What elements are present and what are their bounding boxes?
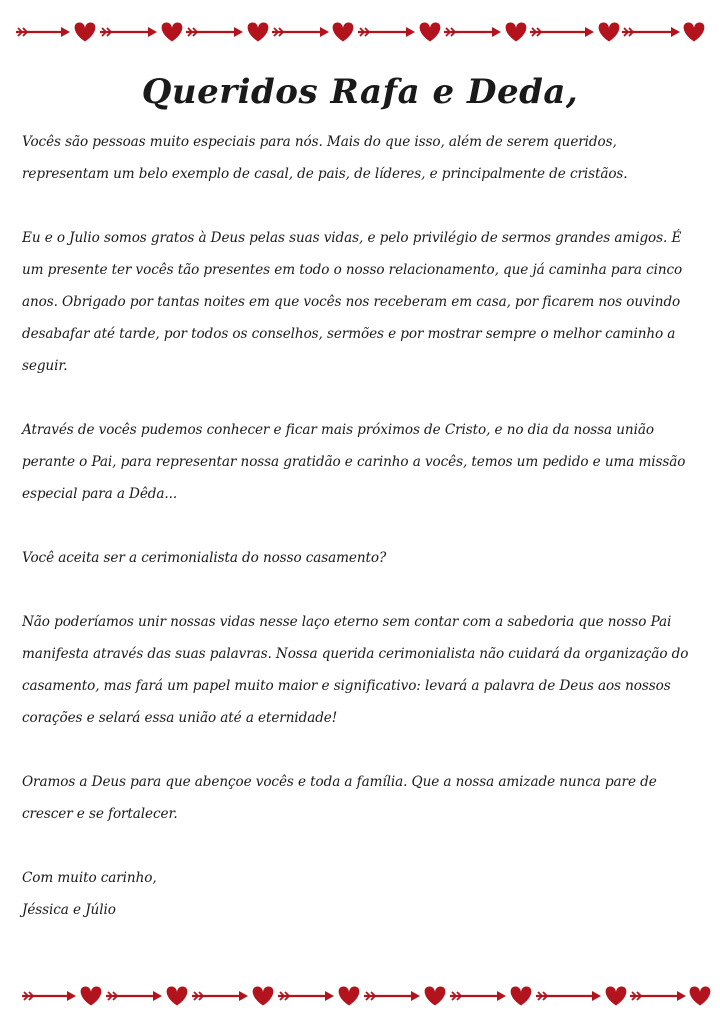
heart-icon	[506, 23, 527, 42]
heart-icon	[599, 23, 620, 42]
heart-arrow-border-art	[0, 976, 720, 1016]
paragraph-question: Você aceita ser a cerimonialista do nosso casamento?	[22, 550, 387, 566]
arrow-icon	[16, 27, 70, 37]
heart-icon	[511, 987, 532, 1006]
paragraph-6: Oramos a Deus para que abençoe vocês e toda a família. Que a nossa amizade nunca pare de crescer e se fortalecer.	[22, 774, 657, 822]
arrow-icon	[358, 27, 415, 37]
paragraph-5: Não poderíamos unir nossas vidas nesse laço eterno sem contar com a sabedoria que nosso Pai manifesta através das suas palavras. Nossa querida cerimonialista não cuidará da organização do casamento, mas fará um papel muito maior e significativo: levará a palavra de Deus aos nossos corações e selará essa união até a eternidade!	[22, 614, 689, 726]
heart-icon	[420, 23, 441, 42]
heart-icon	[253, 987, 274, 1006]
arrow-icon	[22, 991, 76, 1001]
arrow-icon	[630, 991, 686, 1001]
heart-icon	[606, 987, 627, 1006]
signature: Jéssica e Júlio	[22, 902, 116, 918]
heart-icon	[167, 987, 188, 1006]
heart-icon	[162, 23, 183, 42]
paragraph-1: Vocês são pessoas muito especiais para nós. Mais do que isso, além de serem queridos, representam um belo exemplo de casal, de pais, de líderes, e principalmente de cristãos.	[22, 134, 628, 182]
bottom-heart-arrow-border	[0, 976, 720, 1016]
arrow-icon	[536, 991, 601, 1001]
heart-icon	[248, 23, 269, 42]
heart-icon	[425, 987, 446, 1006]
heart-icon	[75, 23, 96, 42]
heart-icon	[81, 987, 102, 1006]
arrow-icon	[450, 991, 506, 1001]
arrow-icon	[364, 991, 420, 1001]
letter	[22, 72, 698, 926]
arrow-icon	[530, 27, 594, 37]
heart-icon	[690, 987, 711, 1006]
arrow-icon	[100, 27, 157, 37]
heart-icon	[684, 23, 705, 42]
heart-icon	[339, 987, 360, 1006]
arrow-icon	[106, 991, 162, 1001]
heart-arrow-border-art	[0, 12, 720, 52]
arrow-icon	[622, 27, 680, 37]
arrow-icon	[186, 27, 243, 37]
arrow-icon	[192, 991, 248, 1001]
arrow-icon	[272, 27, 329, 37]
paragraph-2: Eu e o Julio somos gratos à Deus pelas suas vidas, e pelo privilégio de sermos grandes amigos. É um presente ter vocês tão presentes em todo o nosso relacionamento, que já caminha para cinco anos. Obrigado por tantas noites em que vocês nos receberam em casa, por ficarem nos ouvindo desabafar até tarde, por todos os conselhos, sermões e por mostrar sempre o melhor caminho a seguir.	[22, 230, 683, 374]
paragraph-3: Através de vocês pudemos conhecer e ficar mais próximos de Cristo, e no dia da nossa união perante o Pai, para representar nossa gratidão e carinho a vocês, temos um pedido e uma missão especial para a Dêda...	[22, 422, 686, 502]
top-heart-arrow-border	[0, 12, 720, 52]
heart-icon	[333, 23, 354, 42]
letter-title: Queridos Rafa e Deda,	[141, 72, 579, 112]
arrow-icon	[444, 27, 501, 37]
arrow-icon	[278, 991, 334, 1001]
closing-line: Com muito carinho,	[22, 870, 157, 886]
